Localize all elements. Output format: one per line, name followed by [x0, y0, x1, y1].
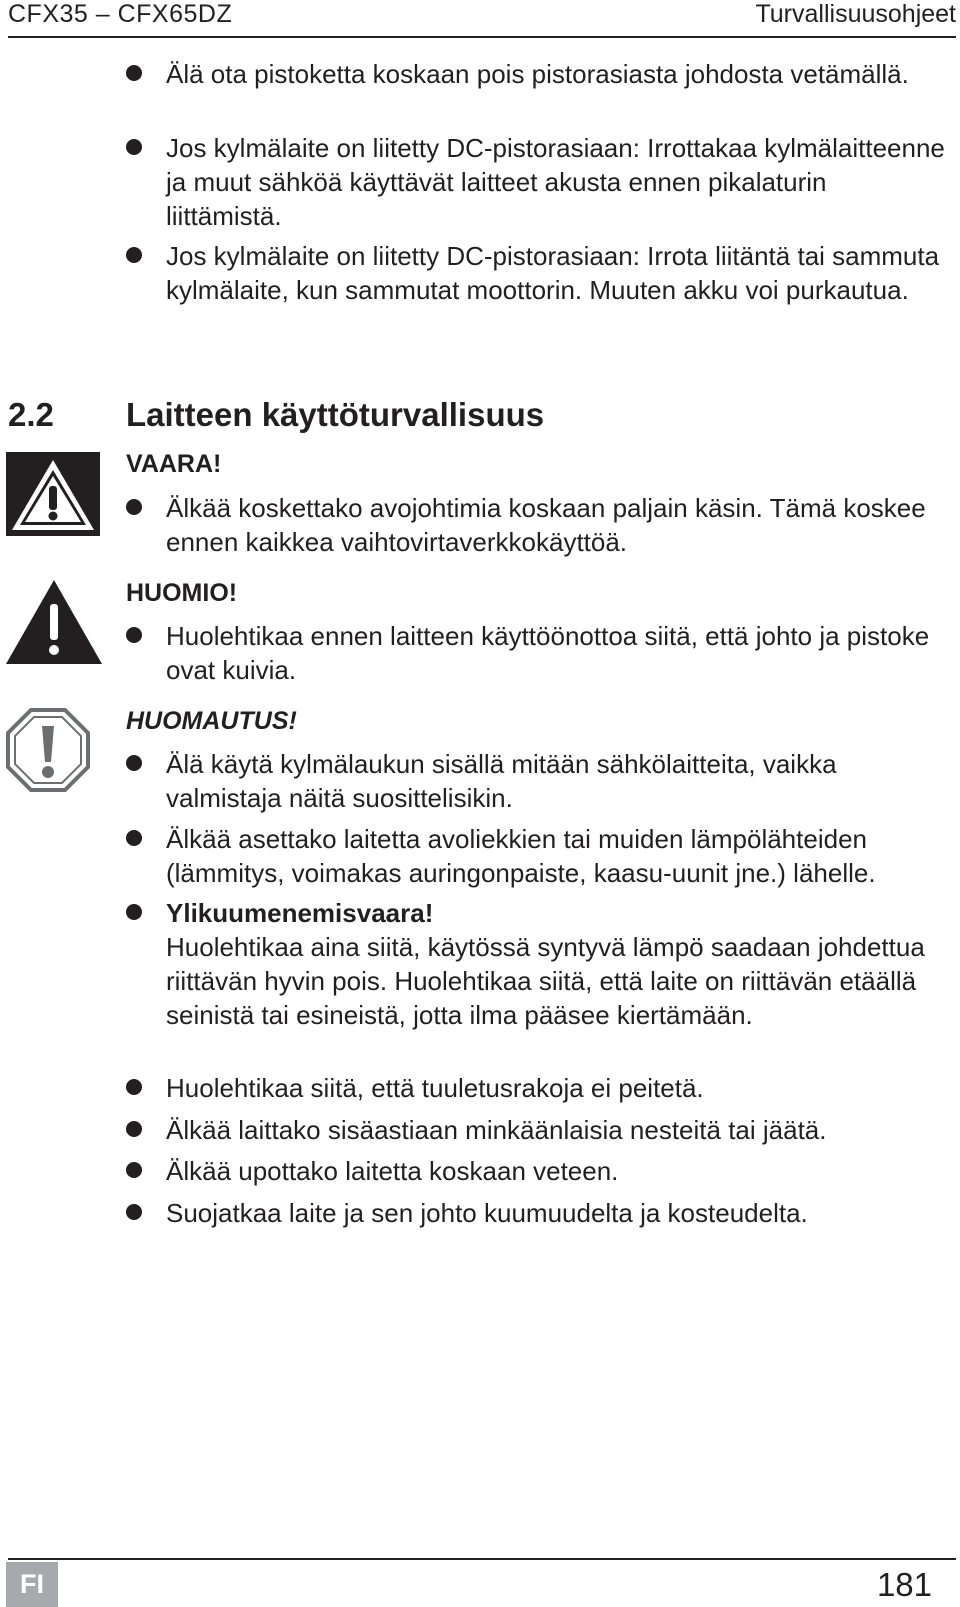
bullet-icon: [126, 1204, 142, 1220]
section-number: 2.2: [8, 396, 54, 433]
list-item: Jos kylmälaite on liitetty DC-pistorasiaan: Irrota liitäntä tai sammuta kylmälaite, kun sammutat moottorin. Muuten akku voi purkautua.: [166, 239, 946, 307]
list-item: Suojatkaa laite ja sen johto kuumuudelta ja kosteudelta.: [166, 1196, 946, 1230]
page-number: 181: [876, 1566, 932, 1603]
section-running-title: Turvallisuusohjeet: [755, 0, 956, 28]
list-item: Älkää laittako sisäastiaan minkäänlaisia nesteitä tai jäätä.: [166, 1113, 946, 1147]
list-item: Älä käytä kylmälaukun sisällä mitään sähkölaitteita, vaikka valmistaja näitä suosittelisikin.: [166, 747, 946, 815]
bullet-icon: [126, 830, 142, 846]
section-title: Laitteen käyttöturvallisuus: [126, 396, 545, 433]
bullet-icon: [126, 627, 142, 643]
danger-warning-icon: [6, 452, 100, 541]
bullet-icon: [126, 499, 142, 515]
bullet-icon: [126, 904, 142, 920]
overheat-warning-text: Huolehtikaa aina siitä, käytössä syntyvä lämpö saadaan johdettua riittävän hyvin pois. Huolehtikaa siitä, että laite on riittävän etäällä seinistä tai esineistä, jotta ilma pääsee kiertämään.: [166, 932, 925, 1030]
caution-label: HUOMIO!: [126, 579, 238, 607]
model-name: CFX35 – CFX65DZ: [8, 0, 233, 28]
caution-warning-icon: [6, 580, 102, 671]
list-item: Älkää upottako laitetta koskaan veteen.: [166, 1154, 946, 1188]
list-item: Jos kylmälaite on liitetty DC-pistorasiaan: Irrottakaa kylmälaitteenne ja muut sähköä käyttävät laitteet akusta ennen pikalaturin liittämistä.: [166, 131, 946, 233]
bullet-icon: [126, 1121, 142, 1137]
bullet-icon: [126, 1162, 142, 1178]
language-badge: FI: [6, 1562, 58, 1607]
list-item: [166, 896, 946, 1032]
notice-octagon-icon: [6, 708, 90, 797]
overheat-warning-title: Ylikuumenemisvaara!: [166, 898, 434, 928]
list-item: Huolehtikaa siitä, että tuuletusrakoja ei peitetä.: [166, 1071, 946, 1105]
page-header: [8, 0, 956, 38]
bullet-icon: [126, 65, 142, 81]
list-item: Älkää asettako laitetta avoliekkien tai muiden lämpölähteiden (lämmitys, voimakas auringonpaiste, kaasu-uunit jne.) lähelle.: [166, 822, 946, 890]
list-item: Älkää koskettako avojohtimia koskaan paljain käsin. Tämä koskee ennen kaikkea vaihtovirtaverkkokäyttöä.: [166, 491, 946, 559]
list-item: Älä ota pistoketta koskaan pois pistorasiasta johdosta vetämällä.: [166, 57, 946, 91]
list-item: Huolehtikaa ennen laitteen käyttöönottoa siitä, että johto ja pistoke ovat kuivia.: [166, 619, 946, 687]
bullet-icon: [126, 139, 142, 155]
bullet-icon: [126, 755, 142, 771]
notice-label: HUOMAUTUS!: [126, 707, 297, 735]
bullet-icon: [126, 1079, 142, 1095]
bullet-icon: [126, 247, 142, 263]
danger-label: VAARA!: [126, 450, 222, 478]
footer-divider: [8, 1558, 956, 1560]
